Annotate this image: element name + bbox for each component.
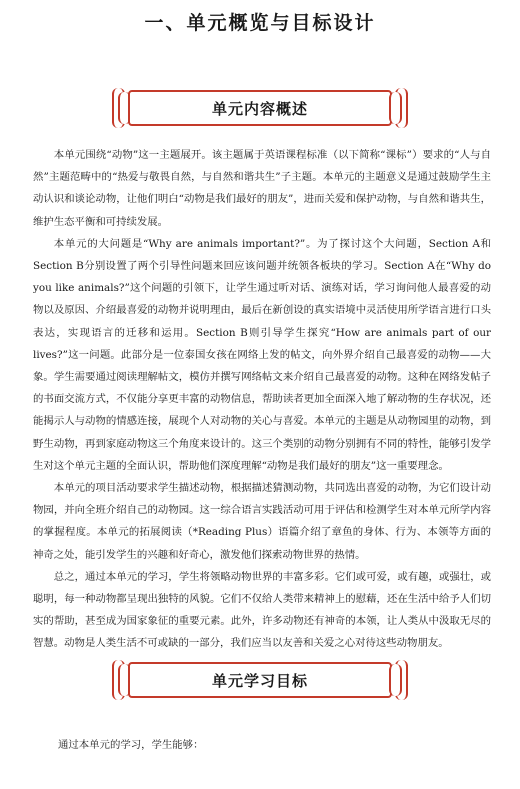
section-banner-overview (112, 88, 408, 128)
section-heading-goals: 单元学习目标 (211, 671, 308, 690)
section-banner-goals (112, 660, 408, 700)
paragraph-1: 本单元围绕“动物”这一主题展开。该主题属于英语课程标准（以下简称“课标”）要求的“人与自然”主题范畴中的“热爱与敬畏自然，与自然和谐共生”子主题。本单元的主题意义是通过鼓励学生主动认识和谈论动物，让他们明白“动物是我们最好的朋友”，进而关爱和保护动物，与自然和谐共生，维护生态平衡和可持续发展。 (33, 149, 491, 228)
section-heading-overview: 单元内容概述 (211, 99, 308, 118)
paragraph-2: 本单元的大问题是“Why are animals important?”。为了探讨这个大问题，Section A和Section B分别设置了两个引导性问题来回应该问题并统领各板块的学习。Section A在“Why do you like animals?”这个问题的引领下，让学生通过听对话、演练对话，学习询问他人最喜爱的动物以及原因、介绍最喜爱的动物并说明理由，最后在新创设的真实语境中灵活使用所学语言进行口头表达，实现语言的迁移和运用。Section B则引导学生探究“How are animals part of our lives?”这一问题。此部分是一位泰国女孩在网络上发的帖文，向外界介绍自己最喜爱的动物——大象。学生需要通过阅读理解帖文，模仿并撰写网络帖文来介绍自己最喜爱的动物。这种在网络发帖子的书面交流方式，不仅能分享更丰富的动物信息，帮助读者更加全面深入地了解动物的生存状况，还能揭示人与动物的情感连接，展现个人对动物的关心与喜爱。本单元的主题是从动物园里的动物，到野生动物，再到家庭动物这三个角度来设计的。这三个类别的动物分别拥有不同的特性，能够引发学生对这个单元主题的全面认识，帮助他们深度理解“动物是我们最好的朋友”这一重要理念。 (33, 237, 491, 472)
overview-body (33, 144, 491, 655)
goals-intro: 通过本单元的学习，学生能够： (58, 739, 204, 751)
paragraph-3: 本单元的项目活动要求学生描述动物，根据描述猜测动物，共同选出喜爱的动物，为它们设计动物园，并向全班介绍自己的动物园。这一综合语言实践活动可用于评估和检测学生对本单元所学内容的掌握程度。本单元的拓展阅读（*Reading Plus）语篇介绍了章鱼的身体、行为、本领等方面的神奇之处，能引发学生的兴趣和好奇心，激发他们探索动物世界的热情。 (33, 482, 491, 561)
page-title: 一、单元概览与目标设计 (144, 12, 376, 34)
paragraph-4: 总之，通过本单元的学习，学生将领略动物世界的丰富多彩。它们或可爱，或有趣，或强壮，或聪明，每一种动物都呈现出独特的风貌。它们不仅给人类带来精神上的慰藉，还在生活中给予人们切实的帮助，甚至成为国家象征的重要元素。此外，许多动物还有神奇的本领，让人类从中汲取无尽的智慧。动物是人类生活不可或缺的一部分，我们应当以友善和关爱之心对待这些动物朋友。 (33, 570, 491, 650)
